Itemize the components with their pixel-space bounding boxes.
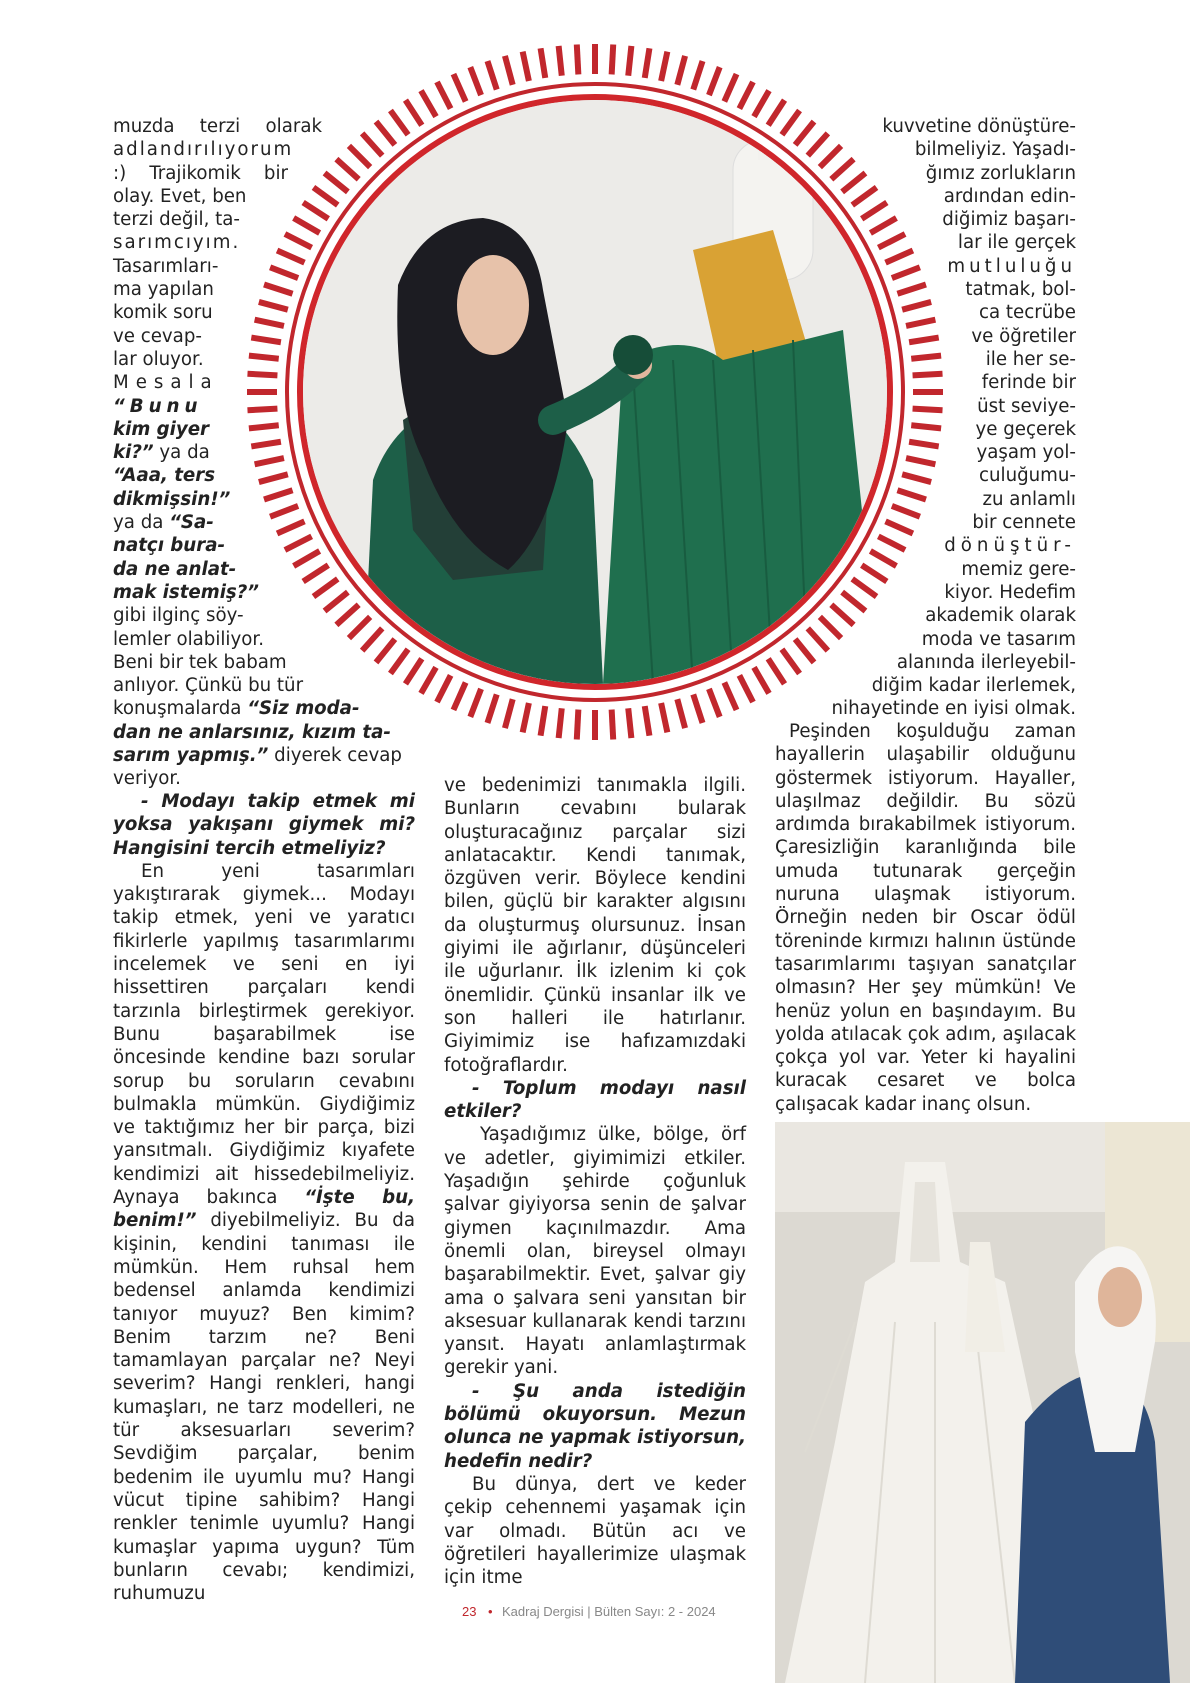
- quote-line: kim giyer: [113, 418, 210, 440]
- ring-tick: [645, 48, 650, 78]
- ring-tick: [303, 202, 328, 218]
- ring-tick: [523, 703, 529, 732]
- text-line: lar ile gerçek: [957, 232, 1076, 254]
- text-line: diyerek cevap: [274, 745, 402, 767]
- ring-tick: [577, 710, 579, 740]
- ring-tick: [902, 474, 931, 482]
- ring-tick: [270, 506, 298, 517]
- ring-tick: [768, 659, 784, 684]
- ring-tick: [376, 122, 395, 145]
- text-line: muzda terzi olarak: [113, 116, 322, 137]
- ring-tick: [897, 490, 926, 499]
- ring-tick: [294, 218, 320, 233]
- ring-tick: [709, 689, 720, 717]
- paragraph: Bu dünya, dert ve keder çekip cehennemi yaşamak için var olmadı. Bütün acı ve öğretileri hayallerimize ulaşmak için itme: [444, 1473, 746, 1589]
- ring-tick: [325, 592, 348, 611]
- text-line: yaşam yol-: [976, 442, 1076, 464]
- ring-tick: [421, 667, 436, 693]
- text-line: bir cennete: [972, 512, 1076, 534]
- ring-tick: [259, 474, 288, 482]
- ring-tick: [251, 338, 281, 343]
- ring-tick: [911, 356, 941, 359]
- text-line: nihayetinde en iyisi olmak.: [831, 698, 1076, 720]
- ring-tick: [842, 592, 865, 611]
- ring-tick: [259, 302, 288, 310]
- text-line: komik soru: [113, 302, 213, 324]
- text-line: ca tecrübe: [979, 302, 1076, 324]
- quote-line: mak istemiş?”: [113, 581, 260, 603]
- ring-tick: [724, 74, 736, 101]
- ring-tick: [559, 46, 562, 76]
- quote-line: “Sa-: [169, 512, 214, 534]
- ring-tick: [505, 56, 513, 85]
- ring-tick: [421, 91, 436, 117]
- ring-tick: [661, 703, 667, 732]
- quote-line: da ne anlat-: [113, 558, 237, 580]
- ring-tick: [831, 159, 853, 179]
- ring-tick: [541, 48, 546, 78]
- quote-line: dikmişsin!”: [113, 488, 231, 510]
- ring-tick: [628, 708, 631, 738]
- quote-line: “Siz moda-: [247, 698, 360, 720]
- ring-tick: [251, 442, 281, 447]
- ring-tick: [911, 425, 941, 428]
- ring-tick: [264, 284, 293, 293]
- ring-tick: [902, 302, 931, 310]
- ring-tick: [913, 374, 943, 376]
- ring-tick: [612, 710, 614, 740]
- question-heading: - Toplum modayı nasıl etkiler?: [444, 1077, 746, 1123]
- bullet-icon: •: [488, 1604, 493, 1619]
- quote-line: sarım yapmış.”: [113, 745, 269, 767]
- ring-tick: [852, 187, 876, 205]
- ring-tick: [336, 159, 358, 179]
- ring-tick: [897, 284, 926, 293]
- text-line: Mesala: [113, 372, 219, 394]
- ring-tick: [886, 521, 913, 533]
- ring-tick: [453, 683, 465, 710]
- ring-tick: [870, 551, 896, 566]
- quote-line: “Aaa, ters: [113, 465, 216, 487]
- ring-tick: [487, 694, 496, 723]
- ring-tick: [470, 67, 481, 95]
- page-number: 23: [462, 1604, 477, 1619]
- ring-tick: [808, 133, 828, 155]
- ring-tick: [878, 536, 905, 550]
- ring-tick: [808, 628, 828, 650]
- question-heading: - Şu anda istediğin bölümü okuyorsun. Mezun olunca ne yapmak istiyorsun, hedefin nedir?: [444, 1380, 746, 1472]
- ring-tick: [505, 699, 513, 728]
- ring-tick: [739, 675, 753, 702]
- ring-tick: [739, 82, 753, 109]
- ring-tick: [842, 173, 865, 192]
- text-line: ve cevap-: [113, 325, 202, 347]
- quote-line: natçı bura-: [113, 535, 226, 557]
- text-line: anlıyor. Çünkü bu tür: [113, 675, 304, 697]
- ring-tick: [376, 639, 395, 662]
- ring-tick: [754, 91, 769, 117]
- text-line: sarımcıyım.: [113, 232, 241, 254]
- answer-text: En yeni tasarımları yakıştırarak giymek... Modayı takip etmek, yeni ve yaratıcı fikirlerle yapılmış tasarımlarımı incelemek ve seni en iyi hissettiren parçaları kendi tarzınla birleştirmek gerekiyor. Bunu başarabilmek ise öncesinde kendine bazı sorular sorup bu soruların cevabını bulmakla mümkün. Giydiğimiz ve taktığımız her bir parça, bizi yansıtmalı. Giydiğimiz kıyafete kendimizi ait hissedebilmeliyiz. Aynaya bakınca: [113, 860, 415, 1209]
- text-line: culuğumu-: [979, 465, 1076, 487]
- text-line: ğımız zorlukların: [925, 162, 1076, 184]
- text-line: veriyor.: [113, 768, 181, 790]
- right-column: [775, 720, 1076, 1116]
- ring-tick: [906, 320, 935, 326]
- ring-tick: [677, 699, 685, 728]
- ring-tick: [693, 694, 702, 723]
- text-line: terzi değil, ta-: [113, 209, 240, 231]
- paragraph: ve bedenimizi tanımakla ilgili. Bunların cevabını bularak oluşturacağınız parçalar sizi anlatacaktır. Kendi tanımak, özgüven verir. Böylece kendini bilen, güçlü bir karakter algısını da oluşturmuş olursunuz. İnsan giyimi ile ağırlanır, düşünceleri ile uğurlanır. İlk izlenim ki çok önemlidir. Çünkü insanlar ilk ve son halleri ile hatırlanır. Giyimimiz ise hafızamızdaki fotoğraflardır.: [444, 775, 746, 1076]
- ring-tick: [405, 100, 421, 125]
- text-line: mutluluğu: [947, 255, 1076, 277]
- ring-tick: [349, 617, 370, 638]
- ring-tick: [487, 61, 496, 90]
- text-line: üst seviye-: [977, 395, 1076, 417]
- ring-tick: [852, 579, 876, 597]
- ring-tick: [862, 202, 887, 218]
- ring-tick: [390, 649, 408, 673]
- ring-tick: [892, 267, 920, 278]
- ring-tick: [390, 110, 408, 134]
- ring-tick: [325, 173, 348, 192]
- text-line: tatmak, bol-: [965, 279, 1076, 301]
- ring-tick: [909, 442, 939, 447]
- text-line: moda ve tasarım: [921, 628, 1076, 650]
- wedding-dress-photo: [775, 1122, 1190, 1683]
- ring-tick: [878, 234, 905, 248]
- ring-tick: [913, 409, 943, 411]
- middle-column: [444, 774, 746, 1589]
- text-line: diğim kadar ilerlemek,: [871, 675, 1076, 697]
- text-line: Tasarımları-: [113, 255, 219, 277]
- ring-tick: [795, 639, 814, 662]
- text-line: ve öğretiler: [971, 325, 1076, 347]
- text-line: lemler olabiliyor.: [113, 628, 264, 650]
- text-line: diğimiz başarı-: [942, 209, 1076, 231]
- ring-tick: [724, 683, 736, 710]
- quote-text: “İşte bu, benim!”: [113, 1187, 415, 1232]
- ring-tick: [277, 250, 304, 262]
- text-line: gibi ilginç söy-: [113, 605, 244, 627]
- ring-tick: [831, 605, 853, 625]
- ring-tick: [264, 490, 293, 499]
- ring-tick: [405, 659, 421, 684]
- quote-line: dan ne anlarsınız, kızım ta-: [113, 721, 391, 743]
- ring-tick: [820, 617, 841, 638]
- ring-tick: [768, 100, 784, 125]
- ring-tick: [892, 506, 920, 517]
- text-line: kuvvetine dönüştüre-: [882, 116, 1076, 137]
- text-line: akademik olarak: [925, 605, 1076, 627]
- text-line: ferinde bir: [981, 372, 1076, 394]
- ring-tick: [336, 605, 358, 625]
- ring-tick: [313, 579, 337, 597]
- text-line: konuşmalarda: [113, 698, 242, 720]
- ring-tick: [285, 234, 312, 248]
- answer-text: diyebilmeliyiz. Bu da kişinin, kendini tanıması ile mümkün. Hem ruhsal hem bedensel anlamda kendimizi tanıyor muyuz? Ben kimim? Benim tarzım ne? Beni tamamlayan parçalar ne? Neyi severim? Hangi renkleri, hangi kumaşları, ne tarz modelleri, ne tür aksesuarları severim? Sevdiğim parçalar, benim bedenim ile uyumlu mu? Hangi vücut tipine sahibim? Hangi renkler tenimle uyumlu? Hangi kumaşlar yapıma uygun? Tüm bunların cevabı; kendimizi, ruhumuzu: [113, 1210, 415, 1605]
- ring-tick: [362, 133, 382, 155]
- magazine-info: Kadraj Dergisi | Bülten Sayı: 2 - 2024: [502, 1604, 716, 1619]
- designer-photo-circle: [245, 42, 945, 742]
- question-heading: - Modayı takip etmek mi yoksa yakışanı giymek mi? Hangisini tercih etmeliyiz?: [113, 791, 415, 859]
- ring-tick: [541, 706, 546, 736]
- ring-tick: [453, 74, 465, 101]
- ring-tick: [285, 536, 312, 550]
- text-line: olay. Evet, ben: [113, 185, 247, 207]
- ring-tick: [820, 146, 841, 167]
- text-line: Beni bir tek babam: [113, 651, 287, 673]
- text-line: ye geçerek: [975, 418, 1076, 440]
- ring-tick: [247, 374, 277, 376]
- text-line: memiz gere-: [961, 558, 1076, 580]
- ring-tick: [906, 458, 935, 464]
- text-line: ya da: [159, 442, 210, 464]
- ring-tick: [886, 250, 913, 262]
- ring-tick: [577, 44, 579, 74]
- ring-tick: [782, 649, 800, 673]
- ring-tick: [870, 218, 896, 233]
- paragraph: Peşinden koşulduğu zaman hayallerin ulaşabilir olduğunu göstermek istiyorum. Hayaller, ulaşılmaz değildir. Bu sözü ardımda bırakabilmek istiyorum. Çaresizliğin karanlığında bile umuda tutunarak gerçeğin nuruna ulaşmak istiyorum. Örneğin neden bir Oscar ödül töreninde kırmızı halının üstünde tasarımlarımı taşıyan sanatçılar olmasın? Her şey mümkün! Ve henüz yolun en başındayım. Bu yolda atılacak çok adım, aşılacak çokça yol var. Yeter ki hayalini kuracak cesaret ve bolca çalışacak kadar inanç olsun.: [775, 721, 1076, 1115]
- ring-tick: [362, 628, 382, 650]
- ring-tick: [754, 667, 769, 693]
- text-line: dönüştür-: [944, 535, 1076, 557]
- ring-tick: [249, 425, 279, 428]
- text-line: bilmeliyiz. Yaşadı-: [914, 139, 1076, 161]
- text-line: ma yapılan: [113, 279, 214, 301]
- ring-tick: [437, 82, 451, 109]
- text-line: :) Trajikomik bir: [113, 162, 288, 184]
- ring-tick: [255, 320, 284, 326]
- ring-tick: [661, 52, 667, 81]
- quote-line: “Bunu: [113, 395, 203, 417]
- designer-photo: [297, 94, 893, 690]
- ring-tick: [249, 356, 279, 359]
- ring-tick: [628, 46, 631, 76]
- ring-tick: [247, 409, 277, 411]
- quote-line: ki?”: [113, 442, 154, 464]
- ring-tick: [559, 708, 562, 738]
- text-line: ardından edin-: [943, 185, 1076, 207]
- ring-tick: [437, 675, 451, 702]
- ring-tick: [782, 110, 800, 134]
- ring-tick: [677, 56, 685, 85]
- text-line: ile her se-: [985, 348, 1076, 370]
- text-line: ya da: [113, 512, 164, 534]
- ring-tick: [349, 146, 370, 167]
- left-column: [113, 790, 415, 1605]
- ring-tick: [303, 565, 328, 581]
- ring-tick: [862, 565, 887, 581]
- ring-tick: [277, 521, 304, 533]
- ring-tick: [270, 267, 298, 278]
- ring-tick: [470, 689, 481, 717]
- ring-tick: [909, 338, 939, 343]
- text-line: lar oluyor.: [113, 348, 204, 370]
- ring-tick: [523, 52, 529, 81]
- ring-tick: [693, 61, 702, 90]
- paragraph: Yaşadığımız ülke, bölge, örf ve adetler, giyimimizi etkiler. Yaşadığın şehirde çoğunluk şalvar giyiyorsa senin de şalvar giymen kaçınılmazdır. Ama önemli olan, bireysel olmayı başarabilmektir. Evet, şalvar giy ama o şalvara seni yansıtan bir aksesuar kullanarak kendi tarzını yansıt. Hayatı anlamlaştırmak gerekir yani.: [444, 1124, 746, 1379]
- text-line: alanında ilerleyebil-: [896, 651, 1076, 673]
- ring-tick: [313, 187, 337, 205]
- text-line: adlandırılıyorum: [113, 139, 294, 161]
- ring-tick: [255, 458, 284, 464]
- text-line: kiyor. Hedefim: [944, 581, 1076, 603]
- text-line: zu anlamlı: [982, 488, 1076, 510]
- ring-tick: [294, 551, 320, 566]
- ring-tick: [795, 122, 814, 145]
- ring-tick: [645, 706, 650, 736]
- ring-tick: [709, 67, 720, 95]
- ring-tick: [612, 44, 614, 74]
